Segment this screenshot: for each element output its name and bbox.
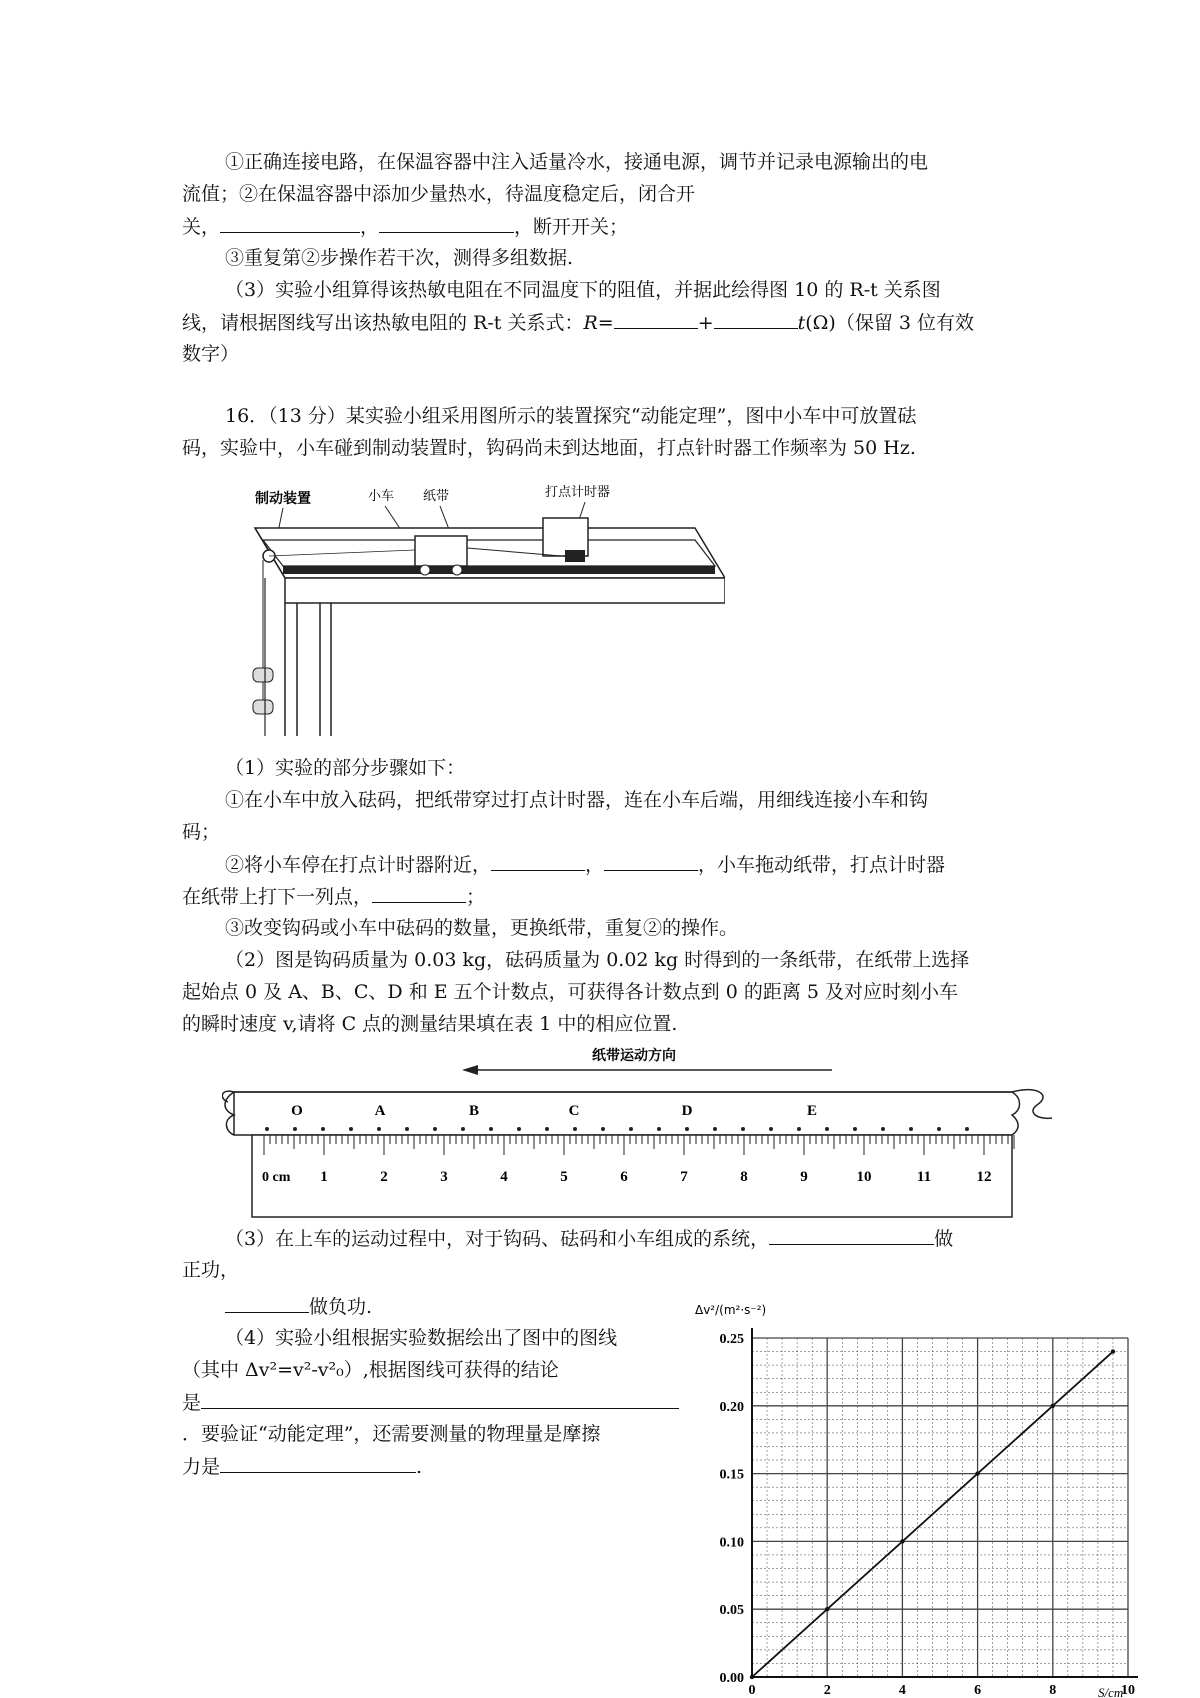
answer-blank[interactable]	[225, 1290, 309, 1313]
prev-q3-R: R=	[583, 312, 614, 334]
tape-count-point: A	[374, 1103, 386, 1119]
answer-blank[interactable]	[372, 880, 466, 903]
tape-dot	[825, 1127, 829, 1131]
p16-q1-s3: ③改变钩码或小车中砝码的数量，更换纸带，重复②的操作。	[225, 917, 739, 939]
tape-dot	[545, 1127, 549, 1131]
tape-count-point: O	[291, 1103, 303, 1119]
p16-q1-s2-start: ②将小车停在打点计时器附近，	[225, 854, 492, 876]
graph-y-label: Δv²/(m²·s⁻²)	[695, 1303, 767, 1317]
y-tick-label: 0.20	[719, 1399, 744, 1415]
ruler-tick-label: 7	[680, 1169, 688, 1185]
p16-q1-s2-end: ，小车拖动纸带，打点计时器	[698, 854, 946, 876]
answer-blank[interactable]	[604, 848, 698, 871]
prev-q3-line1: （3）实验小组算得该热敏电阻在不同温度下的阻值，并据此绘得图 10 的 R-t 关系图	[225, 279, 941, 301]
tape-count-point: C	[568, 1103, 580, 1119]
x-tick-label: 4	[898, 1683, 906, 1698]
series-line	[752, 1352, 1113, 1677]
tape-dot	[909, 1127, 913, 1131]
tape-dot	[601, 1127, 605, 1131]
prev-q3-unit: (Ω)（保留 3 位有效	[805, 312, 974, 334]
tape-dot	[461, 1127, 465, 1131]
p16-intro-line2: 码，实验中，小车碰到制动装置时，钩码尚未到达地面，打点针时器工作频率为 50 Hz.	[182, 437, 916, 459]
tape-dot	[405, 1127, 409, 1131]
tape-dot	[685, 1127, 689, 1131]
tape-count-point: D	[681, 1103, 693, 1119]
tape-dot	[517, 1127, 521, 1131]
x-tick-label: 2	[823, 1683, 831, 1698]
prev-q3-line2	[182, 306, 974, 340]
tape-dot	[433, 1127, 437, 1131]
tape-dot	[881, 1127, 885, 1131]
answer-blank[interactable]	[614, 306, 698, 329]
tape-dot	[657, 1127, 661, 1131]
p16-q4-line3	[182, 1386, 679, 1420]
p16-q3-line1	[225, 1222, 953, 1256]
p16-q1-s2-line2a: 在纸带上打下一列点，	[182, 886, 373, 908]
tape-dot	[489, 1127, 493, 1131]
p16-q4-line4: ．要验证“动能定理”，还需要测量的物理量是摩擦	[182, 1423, 601, 1445]
ruler-tick-label: 10	[856, 1169, 872, 1185]
tape-dot	[797, 1127, 801, 1131]
tape-dot	[741, 1127, 745, 1131]
x-tick-label: 6	[974, 1683, 982, 1698]
answer-blank[interactable]	[769, 1222, 934, 1245]
tape-dot	[573, 1127, 577, 1131]
prev-q3-line2a: 线，请根据图线写出该热敏电阻的 R-t 关系式：	[182, 312, 584, 334]
ruler-tick-label: 1	[320, 1169, 328, 1185]
p16-q4-line3-text: 是	[182, 1392, 202, 1414]
prev-step3: ③重复第②步操作若干次，测得多组数据.	[225, 247, 574, 269]
prev-q3-plus: +	[697, 312, 714, 334]
tape-figure	[222, 1040, 1052, 1220]
answer-blank[interactable]	[220, 210, 360, 233]
y-tick-label: 0.15	[719, 1467, 744, 1483]
p16-q4-line5b: .	[416, 1456, 423, 1478]
ruler-tick-label: 12	[976, 1169, 992, 1185]
data-point	[750, 1675, 754, 1679]
tape-dot	[629, 1127, 633, 1131]
p16-q4-line1: （4）实验小组根据实验数据绘出了图中的图线	[225, 1327, 618, 1349]
answer-blank[interactable]	[714, 306, 798, 329]
p16-q3-line3	[225, 1290, 372, 1324]
p16-q4-line5	[182, 1450, 422, 1484]
tape-dot	[265, 1127, 269, 1131]
ruler-tick-label: 8	[740, 1169, 748, 1185]
tape-count-point: B	[468, 1103, 480, 1119]
data-point	[1051, 1404, 1055, 1408]
p16-q1-s2-line1	[225, 848, 945, 882]
p16-q1-s2-line2b: ；	[466, 886, 486, 908]
tape-dot	[937, 1127, 941, 1131]
y-tick-label: 0.25	[719, 1332, 744, 1347]
ruler-tick-label: 5	[560, 1169, 568, 1185]
tape-direction-label: 纸带运动方向	[592, 1048, 676, 1064]
ruler-tick-label: 11	[916, 1169, 932, 1185]
cart-label: 小车	[368, 489, 395, 504]
brake-label: 制动装置	[255, 491, 311, 507]
y-tick-label: 0.00	[719, 1671, 744, 1686]
p16-intro-line1: 16．（13 分）某实验小组采用图所示的装置探究“动能定理”，图中小车中可放置砝	[225, 405, 917, 427]
p16-q1-title: （1）实验的部分步骤如下：	[225, 757, 466, 779]
p16-q1-s1-line1: ①在小车中放入砝码，把纸带穿过打点计时器，连在小车后端，用细线连接小车和钩	[225, 789, 929, 811]
prev-step1-line1: ①正确连接电路，在保温容器中注入适量冷水，接通电源，调节并记录电源输出的电	[225, 151, 929, 173]
prev-q3-t: t	[797, 312, 806, 334]
prev-step2-comma: ，	[360, 216, 380, 238]
p16-q4-line5a: 力是	[182, 1456, 221, 1478]
tape-dot	[349, 1127, 353, 1131]
x-tick-label: 0	[748, 1683, 756, 1698]
ruler-tick-label: 6	[620, 1169, 628, 1185]
graph-x-label: S/cm	[1098, 1685, 1124, 1698]
p16-q2-line2: 起始点 0 及 A、B、C、D 和 E 五个计数点，可获得各计数点到 0 的距离 5 及对应时刻小车	[182, 981, 958, 1003]
answer-blank[interactable]	[379, 210, 514, 233]
ruler-tick-label: 4	[500, 1169, 508, 1185]
data-point	[825, 1607, 829, 1611]
p16-q2-line3: 的瞬时速度 v,请将 C 点的测量结果填在表 1 中的相应位置.	[182, 1013, 678, 1035]
tape-dot	[853, 1127, 857, 1131]
x-tick-label: 8	[1049, 1683, 1057, 1698]
p16-q4-line2: （其中 Δv²=v²-v²₀）,根据图线可获得的结论	[182, 1359, 559, 1381]
prev-step1-line2: 流值；②在保温容器中添加少量热水，待温度稳定后，闭合开	[182, 183, 696, 205]
ruler-tick-label: 9	[800, 1169, 808, 1185]
p16-q2-line1: （2）图是钩码质量为 0.03 kg，砝码质量为 0.02 kg 时得到的一条纸带，在纸带上选择	[225, 949, 970, 971]
y-tick-label: 0.05	[719, 1603, 744, 1619]
ruler-tick-label: 2	[380, 1169, 388, 1185]
answer-blank[interactable]	[220, 1450, 416, 1473]
prev-step2-line	[182, 210, 628, 244]
tape-dot	[321, 1127, 325, 1131]
data-point	[975, 1471, 979, 1475]
p16-q3-line1-end: 做	[934, 1228, 954, 1250]
x-tick-label: 10	[1121, 1683, 1135, 1698]
p16-q1-s2-line2	[182, 880, 485, 914]
dv2-s-graph	[690, 1300, 1150, 1698]
tape-label: 纸带	[423, 489, 450, 504]
data-point	[900, 1539, 904, 1543]
tape-dot	[769, 1127, 773, 1131]
tape-count-point: E	[806, 1103, 818, 1119]
tape-dot	[713, 1127, 717, 1131]
tape-dot	[965, 1127, 969, 1131]
y-tick-label: 0.10	[719, 1535, 744, 1551]
answer-blank[interactable]	[201, 1386, 679, 1409]
p16-q3-line1-text: （3）在上车的运动过程中，对于钩码、砝码和小车组成的系统，	[225, 1228, 770, 1250]
p16-q1-s1-line2: 码；	[182, 821, 221, 843]
data-point	[1111, 1349, 1115, 1353]
apparatus-figure	[225, 478, 725, 738]
p16-q1-s2-comma: ，	[585, 854, 605, 876]
tape-dot	[293, 1127, 297, 1131]
ruler-unit-label: 0 cm	[262, 1170, 291, 1185]
p16-q3-line3-end: 做负功.	[309, 1296, 373, 1318]
tape-dot	[377, 1127, 381, 1131]
prev-q3-line3: 数字）	[182, 343, 240, 365]
answer-blank[interactable]	[491, 848, 585, 871]
timer-label: 打点计时器	[545, 485, 611, 500]
prev-step2-end: ，断开开关；	[514, 216, 629, 238]
prev-step2-start: 关，	[182, 216, 221, 238]
ruler-tick-label: 3	[440, 1169, 448, 1185]
p16-q3-line2: 正功，	[182, 1259, 240, 1281]
